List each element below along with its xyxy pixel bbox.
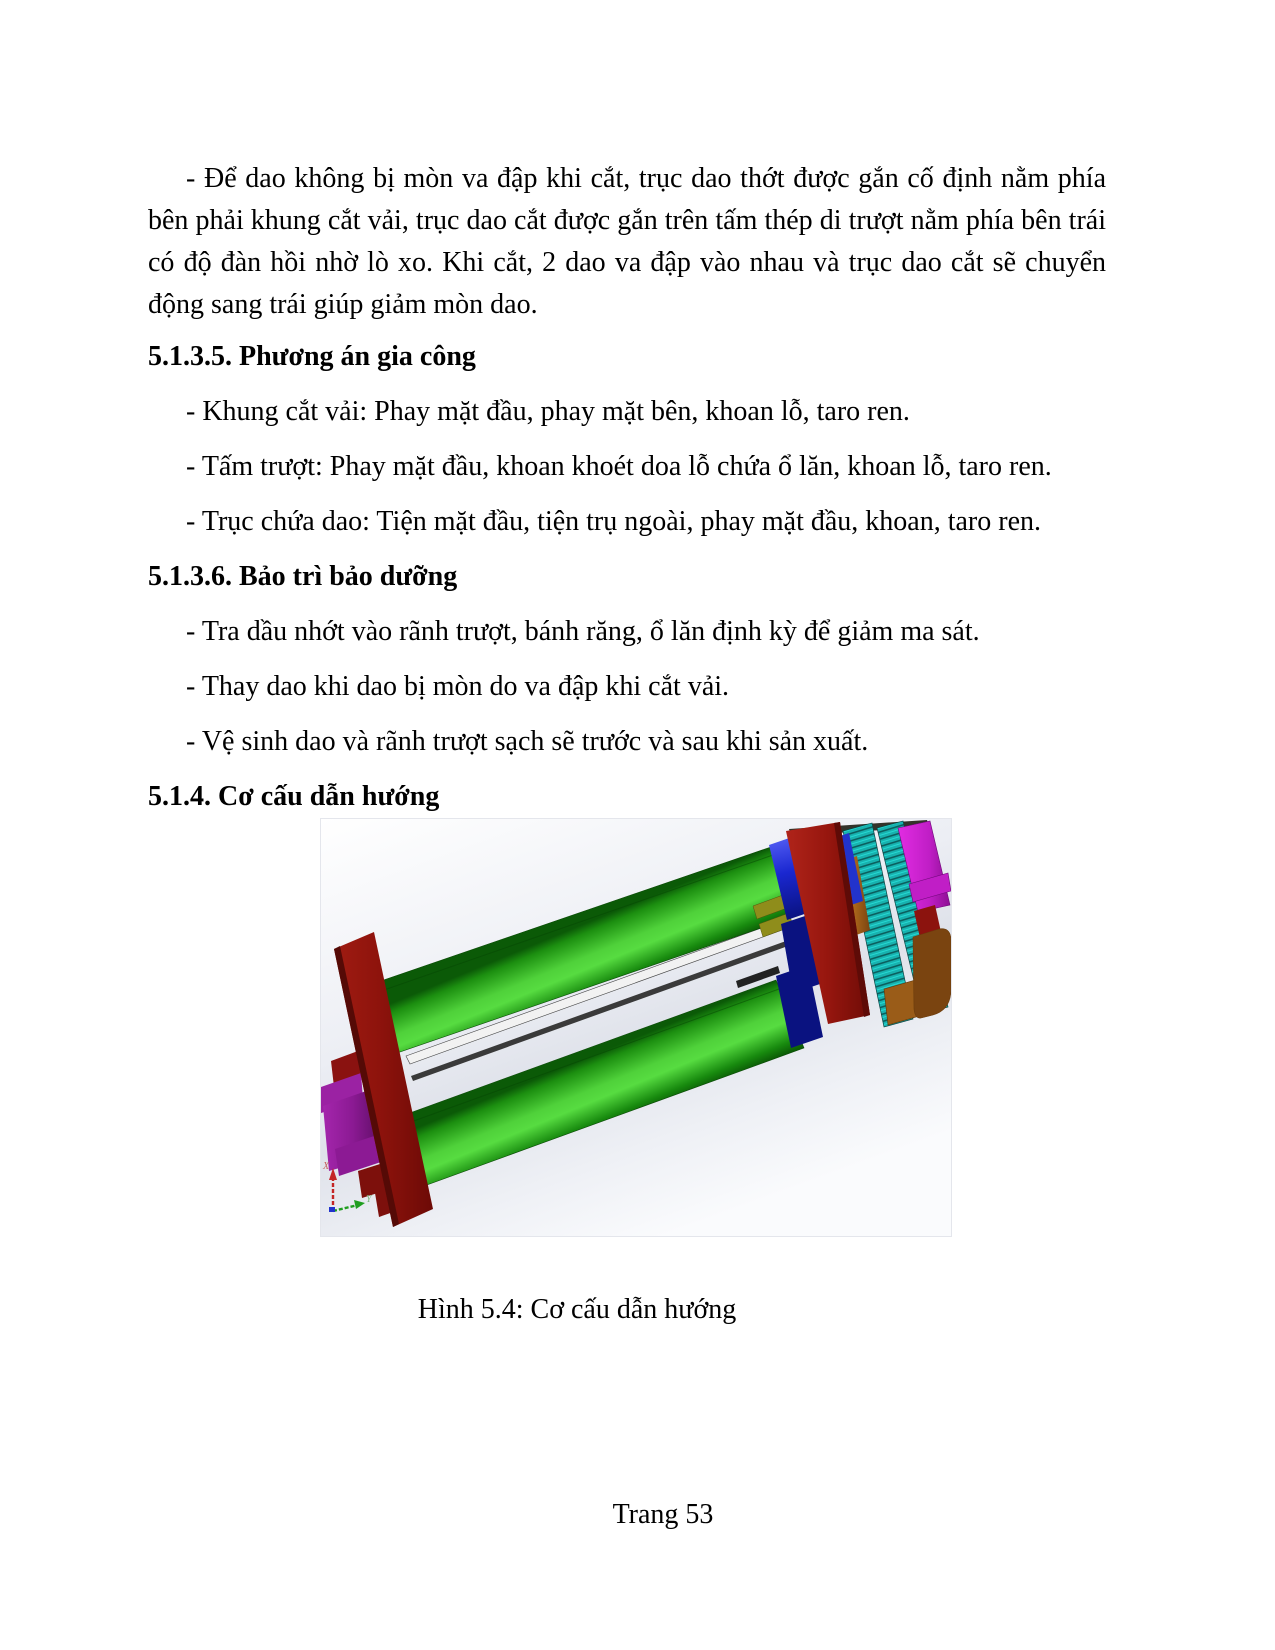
list-item: - Thay dao khi dao bị mòn do va đập khi cắt vải.: [186, 671, 730, 702]
list-item: - Tra dầu nhớt vào rãnh trượt, bánh răng, ổ lăn định kỳ để giảm ma sát.: [186, 616, 980, 647]
axis-x-label: X: [323, 1161, 330, 1172]
list-item: - Trục chứa dao: Tiện mặt đầu, tiện trụ ngoài, phay mặt đầu, khoan, taro ren.: [186, 506, 1042, 537]
spacer-orange-rounded: [913, 929, 951, 1018]
list-item: - Tấm trượt: Phay mặt đầu, khoan khoét doa lỗ chứa ổ lăn, khoan lỗ, taro ren.: [186, 451, 1052, 482]
figure-caption: Hình 5.4: Cơ cấu dẫn hướng: [417, 1294, 737, 1325]
section-heading-514: 5.1.4. Cơ cấu dẫn hướng: [148, 781, 440, 812]
list-item: - Khung cắt vải: Phay mặt đầu, phay mặt bên, khoan lỗ, taro ren.: [186, 396, 910, 427]
page-number: Trang 53: [612, 1499, 714, 1530]
axis-z-origin: [329, 1207, 335, 1212]
body-paragraph: - Để dao không bị mòn va đập khi cắt, trục dao thớt được gắn cố định nằm phía bên phải khung cắt vải, trục dao cắt được gắn trên tấm thép di trượt nằm phía bên trái có độ đàn hồi nhờ lò xo. Khi cắt, 2 dao va đập vào nhau và trục dao cắt sẽ chuyển động sang trái giúp giảm mòn dao.: [148, 163, 1106, 320]
list-item: - Vệ sinh dao và rãnh trượt sạch sẽ trước và sau khi sản xuất.: [186, 726, 869, 757]
figure-image-cad: [320, 818, 952, 1237]
cad-guide-mechanism-illustration: [321, 819, 951, 1236]
section-heading-5135: 5.1.3.5. Phương án gia công: [148, 341, 476, 372]
axis-y-label: Y: [366, 1194, 372, 1205]
section-heading-5136: 5.1.3.6. Bảo trì bảo dưỡng: [148, 561, 458, 592]
